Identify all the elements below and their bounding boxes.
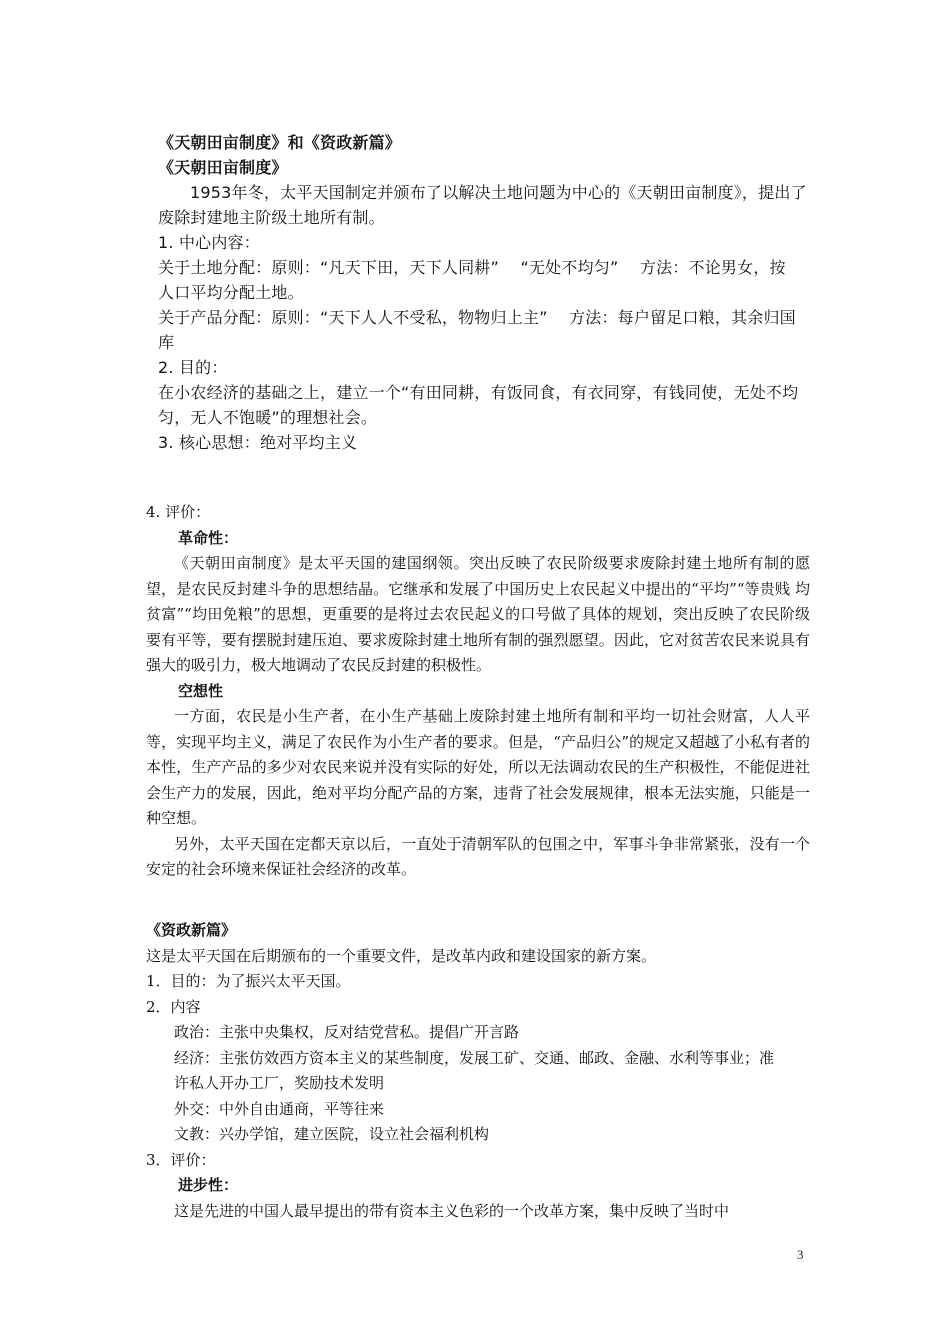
item2-heading: 2. 目的： (158, 358, 228, 377)
zizheng-section (146, 918, 810, 1224)
progressive-text: 这是先进的中国人最早提出的带有资本主义色彩的一个改革方案，集中反映了当时中 (174, 1201, 730, 1220)
intro-line-1: 1953年冬，太平天国制定并颁布了以解决土地问题为中心的《天朝田亩制度》，提出了 (190, 183, 807, 202)
zizheng-title: 《资政新篇》 (146, 921, 237, 939)
culture-line: 文教：兴办学馆，建立医院，设立社会福利机构 (174, 1125, 490, 1143)
land-line-1: 关于土地分配：原则：“凡天下田，天下人同耕” “无处不均匀” 方法：不论男女，按 (158, 258, 786, 277)
land-line-2: 人口平均分配土地。 (158, 283, 304, 302)
product-line-1: 关于产品分配：原则：“天下人人不受私，物物归上主” 方法：每户留足口粮，其余归国 (158, 308, 796, 327)
extra-paragraph: 另外，太平天国在定都天京以后，一直处于清朝军队的包围之中，军事斗争非常紧张，没有一个安定的社会环境来保证社会经济的改革。 (146, 834, 810, 878)
zizheng-item3: 3．评价： (146, 1150, 216, 1169)
page-number: 3 (797, 1247, 804, 1262)
diplomacy-line: 外交：中外自由通商，平等往来 (174, 1099, 385, 1118)
evaluation-heading: 4. 评价： (146, 503, 211, 521)
economy-line-2: 许私人开办工厂，奖励技术发明 (174, 1074, 385, 1092)
revolutionary-paragraph: 《天朝田亩制度》是太平天国的建国纲领。突出反映了农民阶级要求废除封建土地所有制的愿望，是农民反封建斗争的思想结晶。它继承和发展了中国历史上农民起义中提出的“平均”“等贵贱 均贫富”“均田免粮”的思想，更重要的是将过去农民起义的口号做了具体的规划，突出反映了农民阶级要有平等，要有摆脱封建压迫、要求废除封建土地所有制的强烈愿望。因此，它对贫苦农民来说具有强大的吸引力，极大地调动了农民反封建的积极性。 (146, 554, 810, 674)
zizheng-item2: 2．内容 (146, 997, 201, 1016)
zizheng-intro: 这是太平天国在后期颁布的一个重要文件，是改革内政和建设国家的新方案。 (146, 946, 657, 965)
item3-heading: 3. 核心思想：绝对平均主义 (158, 433, 358, 452)
revolutionary-heading: 革命性： (178, 528, 239, 547)
tianchao-section (158, 130, 828, 455)
utopian-heading: 空想性 (178, 681, 224, 700)
progressive-heading: 进步性： (178, 1176, 239, 1194)
economy-line-1: 经济：主张仿效西方资本主义的某些制度，发展工矿、交通、邮政、金融、水利等事业；准 (174, 1048, 775, 1067)
purpose-line-2: 匀，无人不饱暖”的理想社会。 (158, 408, 378, 427)
item1-heading: 1. 中心内容： (158, 233, 260, 252)
utopian-paragraph: 一方面，农民是小生产者，在小生产基础上废除封建土地所有制和平均一切社会财富，人人平等，实现平均主义，满足了农民作为小生产者的要求。但是，“产品归公”的规定又超越了小私有者的本性，生产产品的多少对农民来说并没有实际的好处，所以无法调动农民的生产积极性，不能促进社会生产力的发展，因此，绝对平均分配产品的方案，违背了社会发展规律，根本无法实施，只能是一种空想。 (146, 707, 810, 827)
intro-line-2: 废除封建地主阶级土地所有制。 (158, 208, 385, 227)
purpose-line-1: 在小农经济的基础之上，建立一个“有田同耕，有饭同食，有衣同穿，有钱同使，无处不均 (158, 383, 799, 402)
section-title: 《天朝田亩制度》和《资政新篇》 (158, 133, 402, 152)
section-subtitle: 《天朝田亩制度》 (158, 158, 288, 177)
product-line-2: 库 (158, 333, 175, 352)
zizheng-item1: 1．目的：为了振兴太平天国。 (146, 972, 351, 990)
politics-line: 政治：主张中央集权，反对结党营私。提倡广开言路 (174, 1023, 520, 1041)
evaluation-section (146, 500, 810, 883)
